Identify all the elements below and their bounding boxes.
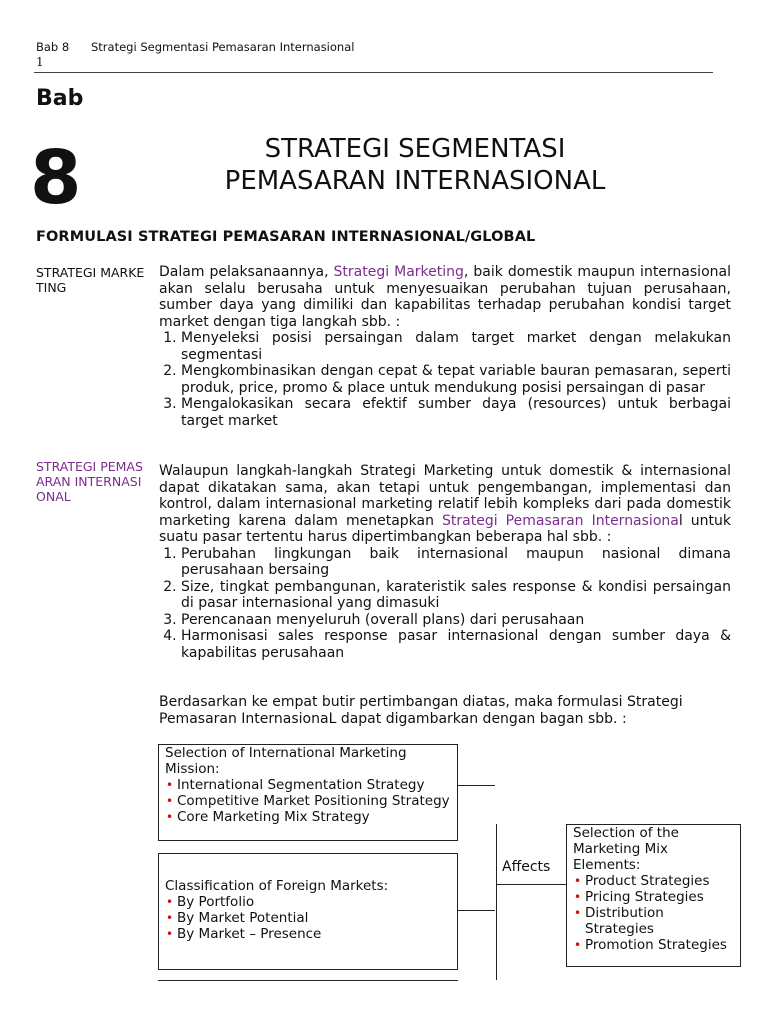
list-item: • By Market Potential xyxy=(166,910,309,926)
mix-list xyxy=(573,873,734,953)
vertical-connector-line xyxy=(496,824,497,980)
marketing-intro: Dalam pelaksanaannya, Strategi Marketing, baik domestik maupun internasional akan selalu berusaha untuk menyesuaikan perubahan tujuan perusahaan, sumber daya yang dimiliki dan kapabilitas terhadap perubahan kondisi target market dengan tiga langkah sbb. : xyxy=(159,264,731,330)
strategi-marketing-link[interactable]: Strategi Marketing xyxy=(333,264,464,280)
list-item: 3. Mengalokasikan secara efektif sumber daya (resources) untuk berbagai target market xyxy=(181,396,731,429)
list-item: • Distribution Strategies xyxy=(574,905,664,937)
mission-box-title: Selection of International Marketing Mission: xyxy=(165,745,407,777)
bullet-icon: • xyxy=(574,890,582,904)
bullet-icon: • xyxy=(166,794,174,808)
list-item: • Promotion Strategies xyxy=(574,937,727,953)
mission-list xyxy=(165,777,451,825)
list-item: • By Market – Presence xyxy=(166,926,322,942)
bullet-icon: • xyxy=(574,938,582,952)
bullet-icon: • xyxy=(574,874,582,888)
mix-box xyxy=(566,824,741,967)
international-section xyxy=(159,463,731,661)
chapter-title xyxy=(120,133,710,197)
list-item: • Competitive Market Positioning Strategy xyxy=(166,793,450,809)
list-item: • Pricing Strategies xyxy=(574,889,704,905)
conclusion-paragraph: Berdasarkan ke empat butir pertimbangan diatas, maka formulasi Strategi Pemasaran InternasionaL dapat digambarkan dengan bagan sbb. : xyxy=(159,694,683,727)
markets-list xyxy=(165,894,451,942)
bottom-line xyxy=(158,980,458,981)
strategi-pemasaran-link[interactable]: Strategi Pemasaran Internasiona xyxy=(442,512,679,529)
bullet-icon: • xyxy=(574,906,582,920)
header-chapter: Bab 8 xyxy=(36,40,70,54)
bullet-icon: • xyxy=(166,895,174,909)
list-item: • Product Strategies xyxy=(574,873,710,889)
mix-box-title: Selection of the Marketing Mix Elements: xyxy=(573,825,679,873)
list-item: • Core Marketing Mix Strategy xyxy=(166,809,370,825)
chapter-number: 8 xyxy=(30,135,82,221)
list-item: 1. Perubahan lingkungan baik internasional maupun nasional dimana perusahaan bersaing xyxy=(181,546,731,579)
bullet-icon: • xyxy=(166,810,174,824)
mission-box xyxy=(158,744,458,841)
list-item: 2. Mengkombinasikan dengan cepat & tepat variable bauran pemasaran, seperti produk, price, promo & place untuk mendukung posisi persaingan di pasar xyxy=(181,363,731,396)
side-label-marketing: STRATEGI MARKETING xyxy=(36,265,145,295)
list-item: 4. Harmonisasi sales response pasar internasional dengan sumber daya & kapabilitas perusahaan xyxy=(181,628,731,661)
bullet-icon: • xyxy=(166,778,174,792)
bullet-icon: • xyxy=(166,911,174,925)
marketing-steps-list xyxy=(159,330,731,429)
markets-box-title: Classification of Foreign Markets: xyxy=(165,878,389,894)
list-item: • By Portfolio xyxy=(166,894,255,910)
affects-label: Affects xyxy=(502,859,551,875)
list-item: • International Segmentation Strategy xyxy=(166,777,425,793)
bullet-icon: • xyxy=(166,927,174,941)
chapter-title-line-2: PEMASARAN INTERNASIONAL xyxy=(224,166,606,196)
marketing-section xyxy=(159,264,731,429)
markets-connector-line xyxy=(458,910,495,911)
header-running-title: Strategi Segmentasi Pemasaran Internasional xyxy=(91,40,355,54)
list-item: 3. Perencanaan menyeluruh (overall plans) dari perusahaan xyxy=(181,612,731,629)
section-heading: FORMULASI STRATEGI PEMASARAN INTERNASIONAL/GLOBAL xyxy=(36,229,536,245)
side-label-international: STRATEGI PEMASARAN INTERNASIONAL xyxy=(36,459,143,504)
international-intro: Walaupun langkah-langkah Strategi Marketing untuk domestik & internasional dapat dikatakan sama, akan tetapi untuk pengembangan, implementasi dan kontrol, dalam internasional marketing relatif lebih kompleks dari pada domestik marketing karena dalam menetapkan Strategi Pemasaran Internasional untuk suatu pasar tertentu harus dipertimbangkan beberapa hal sbb. : xyxy=(159,463,731,545)
chapter-title-line-1: STRATEGI SEGMENTASI xyxy=(264,134,566,164)
list-item: 1. Menyeleksi posisi persaingan dalam target market dengan melakukan segmentasi xyxy=(181,330,731,363)
list-item: 2. Size, tingkat pembangunan, karateristik sales response & kondisi persaingan di pasar internasional yang dimasuki xyxy=(181,579,731,612)
header-rule xyxy=(34,72,713,73)
markets-box xyxy=(158,853,458,970)
mission-connector-line xyxy=(458,785,495,786)
page-number: 1 xyxy=(36,55,44,69)
considerations-list xyxy=(159,546,731,662)
affects-connector-line xyxy=(497,884,567,885)
chapter-word: Bab xyxy=(36,86,84,111)
